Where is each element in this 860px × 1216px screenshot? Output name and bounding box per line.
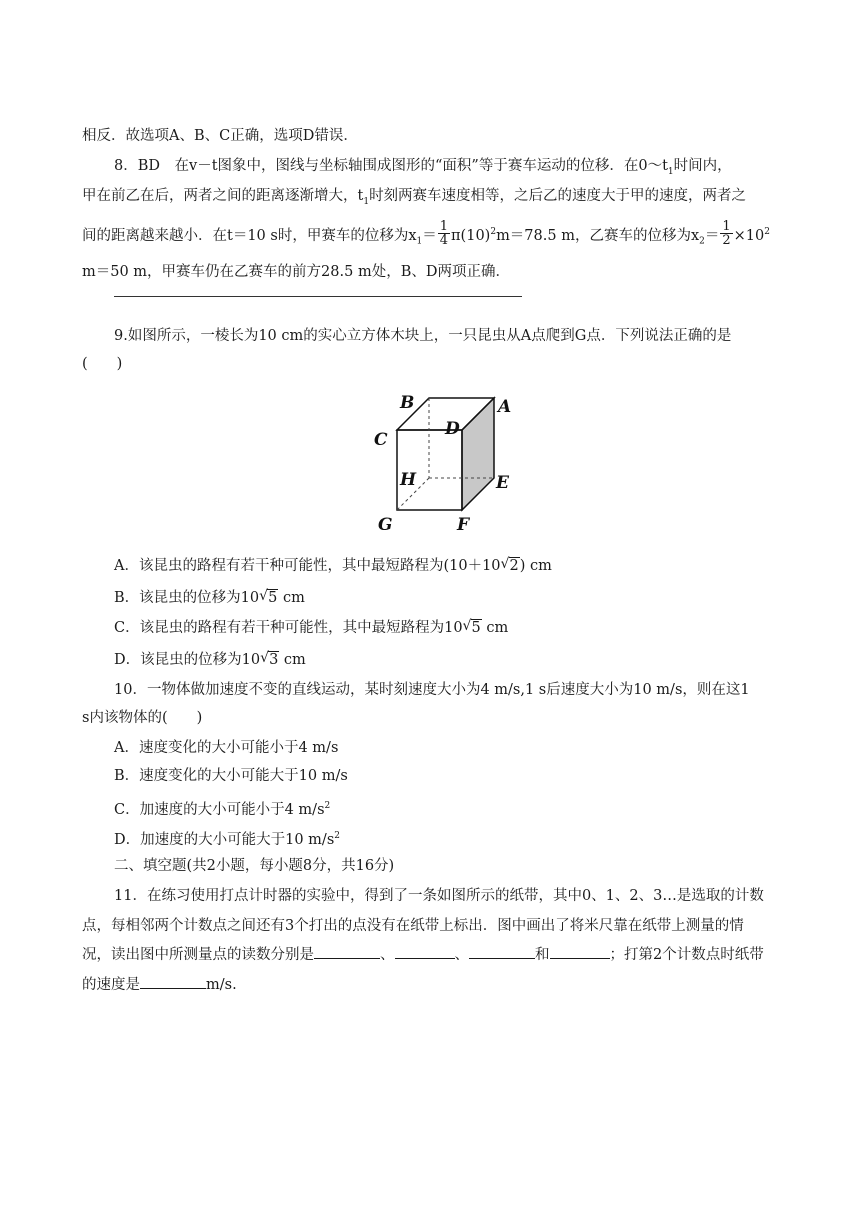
vertex-label-h: H	[400, 470, 417, 490]
vertex-label-c: C	[374, 430, 388, 450]
vertex-label-g: G	[378, 515, 393, 535]
sqrt-symbol: √ 5	[259, 588, 278, 606]
vertex-label-e: E	[496, 473, 509, 493]
q10-option-c: C．加速度的大小可能小于4 $m/s^2$	[114, 801, 331, 818]
cube-figure	[368, 390, 528, 540]
q9-option-d: D．该昆虫的位移为10 √ 3 cm	[114, 650, 306, 668]
q9-option-c: C．该昆虫的路程有若干种可能性，其中最短路程为10 √ 5 cm	[114, 618, 509, 636]
vertex-label-d: D	[445, 419, 460, 439]
q7-tail: 相反．故选项A、B、C正确，选项D错误．	[82, 128, 358, 144]
vertex-label-a: A	[498, 397, 512, 417]
q11-line2: 点，每相邻两个计数点之间还有3个打出的点没有在纸带上标出．图中画出了将米尺靠在纸带上测量的情	[82, 918, 744, 934]
sqrt-symbol: √ 2	[500, 556, 519, 574]
sqrt-symbol: √ 5	[462, 618, 481, 636]
q11-line3: 况，读出图中所测量点的读数分别是 、 、 和 ；打第2个计数点时纸带	[82, 944, 780, 965]
q10-stem: 10．一物体做加速度不变的直线运动，某时刻速度大小为4 m/s,1 s后速度大小为10 m/s，则在这1	[114, 682, 750, 698]
vertex-label-f: F	[457, 515, 470, 535]
q9-option-b: B．该昆虫的位移为10 √ 5 cm	[114, 588, 305, 606]
answer-blank-1[interactable]	[314, 944, 380, 959]
q10-option-a: A．速度变化的大小可能小于4 m/s	[114, 740, 339, 756]
q8-line2: 甲在前乙在后，两者之间的距离逐渐增大，$t_1$时刻两赛车速度相等，之后乙的速度大于甲的速度，两者之	[82, 188, 747, 207]
answer-blank-3[interactable]	[469, 944, 535, 959]
answer-blank-4[interactable]	[550, 944, 610, 959]
q8-line4: m＝50 m，甲赛车仍在乙赛车的前方28.5 m处，B、D两项正确．	[82, 264, 510, 280]
q11-line1: 11．在练习使用打点计时器的实验中，得到了一条如图所示的纸带，其中0、1、2、3…是选取的计数	[114, 888, 764, 904]
q8-line3: 间的距离越来越小．在t＝10 s时，甲赛车的位移为$x_1=$ $\frac{1}{4}$ $\pi(10)^2m=78.5$ m，乙赛车的位移为$x_2=$ $\frac{1}{2}$ $\times 10^2$	[82, 219, 770, 249]
q8-line1: 8．BD 在v－t图象中，图线与坐标轴围成图形的“面积”等于赛车运动的位移．在$0\sim t_1$时间内，	[114, 158, 732, 177]
answer-blank-2[interactable]	[395, 944, 455, 959]
q11-line4: 的速度是 m/s.	[82, 974, 780, 995]
vertex-label-b: B	[400, 393, 415, 413]
q10-option-d: D．加速度的大小可能大于10 $m/s^2$	[114, 831, 340, 848]
q9-stem: 9.如图所示，一棱长为10 cm的实心立方体木块上，一只昆虫从A点爬到G点．下列说法正确的是	[114, 328, 732, 344]
q10-stem-cont: s内该物体的( )	[82, 710, 203, 726]
q9-paren: ( )	[82, 356, 123, 372]
q9-option-a: A．该昆虫的路程有若干种可能性，其中最短路程为(10＋10 √ 2) cm	[114, 556, 552, 574]
section-divider	[114, 296, 522, 297]
section-heading: 二、填空题(共2小题，每小题8分，共16分)	[114, 858, 395, 874]
answer-blank-5[interactable]	[140, 974, 206, 989]
fraction-one-half: $\frac{1}{2}$	[722, 219, 731, 249]
q10-option-b: B．速度变化的大小可能大于10 m/s	[114, 768, 348, 784]
fraction-one-quarter: $\frac{1}{4}$	[439, 219, 449, 249]
sqrt-symbol: √ 3	[260, 650, 279, 668]
